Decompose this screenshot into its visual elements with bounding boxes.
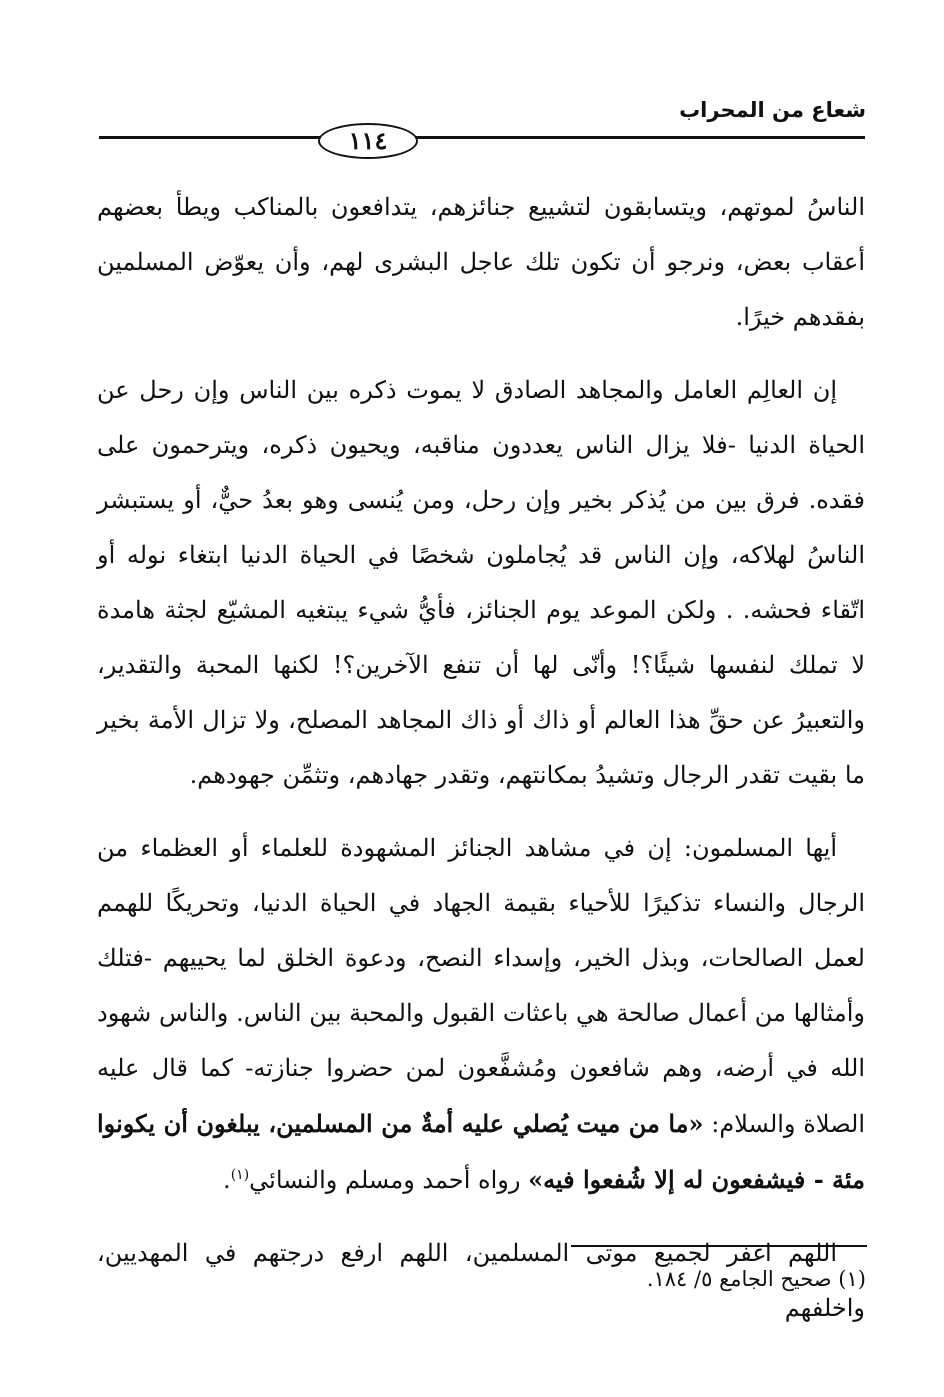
- footnote: (١) صحيح الجامع ٥/ ١٨٤.: [646, 1267, 866, 1291]
- page-number-badge: ١١٤: [318, 123, 418, 159]
- paragraph-3-end: .: [223, 1166, 231, 1194]
- paragraph-3-intro: أيها المسلمون: إن في مشاهد الجنائز المشهودة للعلماء أو العظماء من الرجال والنساء تذكيرًا للأحياء بقيمة الجهاد في الحياة الدنيا، وتحريكًا للهمم لعمل الصالحات، وبذل الخير، وإسداء النصح، ودعوة الخلق لما يحييهم -فتلك وأمثالها من أعمال صالحة هي باعثات القبول والمحبة بين الناس. والناس شهود الله في أرضه، وهم شافعون ومُشفَّعون لمن حضروا جنازته- كما قال عليه الصلاة والسلام:: [97, 834, 865, 1138]
- main-text: [97, 180, 865, 1354]
- footnote-rule: [571, 1245, 867, 1247]
- paragraph-2: إن العالِم العامل والمجاهد الصادق لا يموت ذكره بين الناس وإن رحل عن الحياة الدنيا -فلا يزال الناس يعددون مناقبه، ويحيون ذكره، ويترحمون على فقده. فرق بين من يُذكر بخير وإن رحل، ومن يُنسى وهو بعدُ حيٌّ، أو يستبشر الناسُ لهلاكه، وإن الناس قد يُجاملون شخصًا في الحياة الدنيا ابتغاء نوله أو اتّقاء فحشه. . ولكن الموعد يوم الجنائز، فأيُّ شيء يبتغيه المشيّع لجثة هامدة لا تملك لنفسها شيئًا؟! وأنّى لها أن تنفع الآخرين؟! لكنها المحبة والتقدير، والتعبيرُ عن حقِّ هذا العالم أو ذاك أو ذاك المجاهد المصلح، ولا تزال الأمة بخير ما بقيت تقدر الرجال وتشيدُ بمكانتهم، وتقدر جهادهم، وتثمِّن جهودهم.: [97, 376, 865, 789]
- footnote-reference: (١): [230, 1167, 250, 1183]
- paragraph-1: الناسُ لموتهم، ويتسابقون لتشييع جنائزهم، يتدافعون بالمناكب ويطأ بعضهم أعقاب بعض، ونرجو أن تكون تلك عاجل البشرى لهم، وأن يعوّض المسلمين بفقدهم خيرًا.: [97, 193, 865, 331]
- header-rule: [99, 136, 865, 139]
- hadith-source: رواه أحمد ومسلم والنسائي: [249, 1166, 529, 1194]
- running-title: شعاع من المحراب: [679, 98, 866, 122]
- paragraph-4: اللهم اغفر لجميع موتى المسلمين، اللهم ارفع درجتهم في المهديين، واخلفهم: [97, 1239, 865, 1322]
- hadith-quote: «ما من ميت يُصلي عليه أمةٌ من المسلمين، يبلغون أن يكونوا مئة - فيشفعون له إلا شُفعوا فيه»: [97, 1109, 865, 1194]
- paragraph-3: [97, 821, 865, 1208]
